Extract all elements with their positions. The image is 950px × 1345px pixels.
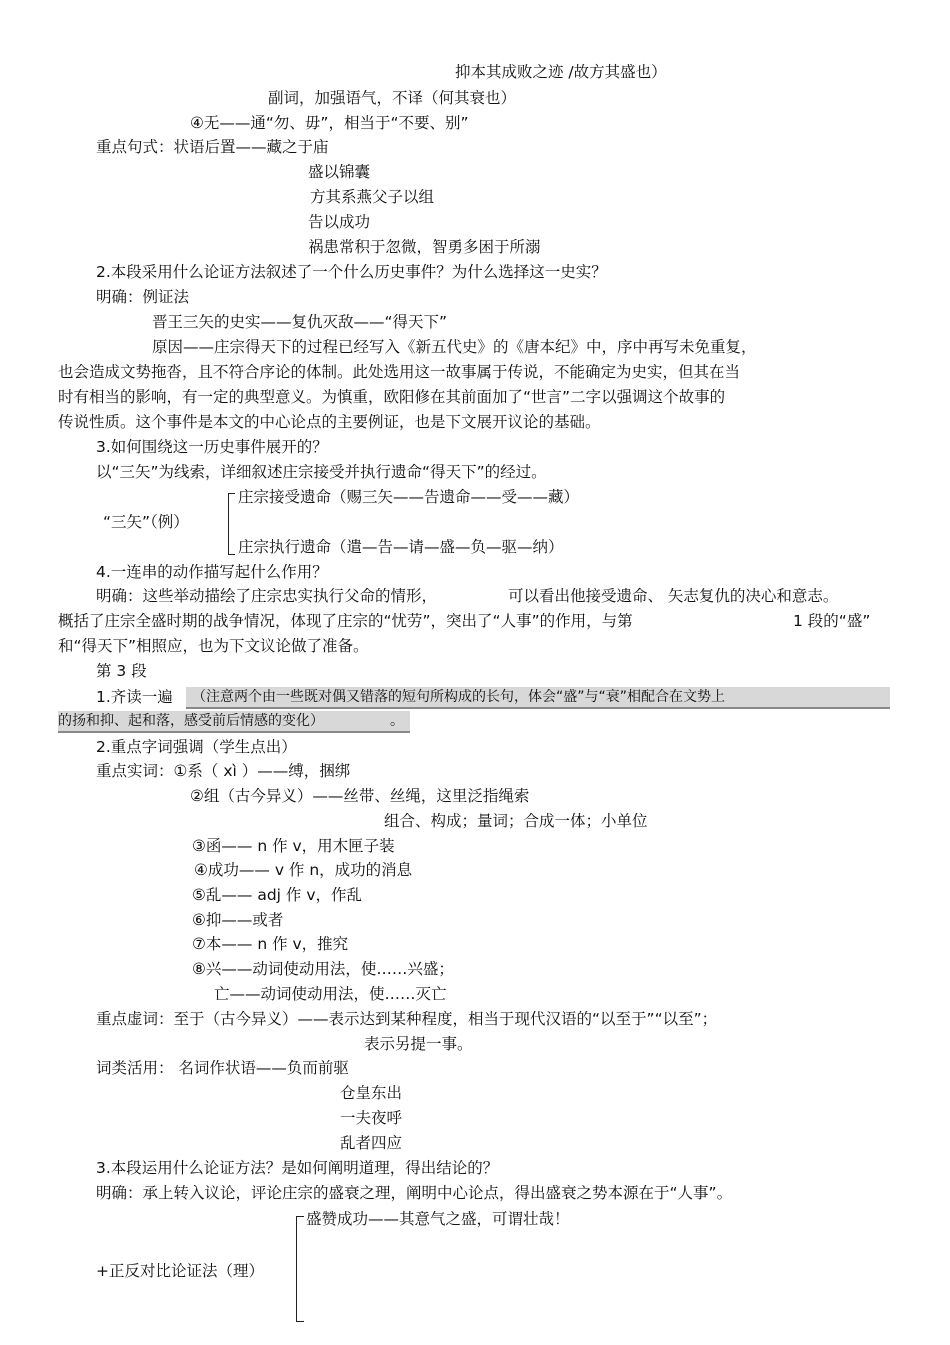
- text-line: 庄宗接受遗命（赐三矢——告遗命——受——藏）: [238, 488, 580, 506]
- highlighted-note: （注意两个由一些既对偶又错落的短句所构成的长句，体会“盛”与“衰”相配合在文势上: [192, 689, 726, 705]
- brace-bracket: [228, 493, 235, 555]
- text-line: “三矢”（例）: [103, 513, 189, 531]
- text-line: 可以看出他接受遗命、 矢志复仇的决心和意志。: [508, 587, 839, 605]
- text-line: 庄宗执行遗命（遣—告—请—盛—负—驱—纳）: [238, 538, 564, 556]
- text-line: 方其系燕父子以组: [310, 188, 435, 206]
- text-line: 重点虚词：至于（古今异义）——表示达到某种程度，相当于现代汉语的“以至于”“以至”；: [96, 1010, 718, 1028]
- text-line: ②组（古今异义）——丝带、丝绳，这里泛指绳索: [190, 787, 530, 805]
- text-line: 明确：例证法: [96, 288, 190, 306]
- text-line: 盛赞成功——其意气之盛，可谓壮哉！: [306, 1210, 570, 1228]
- text-line: 原因——庄宗得天下的过程已经写入《新五代史》的《唐本纪》中，序中再写未免重复，: [152, 338, 757, 356]
- text-line: 祸患常积于忽微，智勇多困于所溺: [308, 238, 541, 256]
- text-line: ④无——通“勿、毋”，相当于“不要、别”: [190, 114, 469, 132]
- text-line: +正反对比论证法（理）: [96, 1262, 264, 1280]
- text-line: 盛以锦囊: [308, 163, 371, 181]
- text-line: 传说性质。这个事件是本文的中心论点的主要例证，也是下文展开议论的基础。: [58, 413, 601, 431]
- text-line: 表示另提一事。: [364, 1035, 473, 1053]
- text-line: 亡——动词使动用法，使……灭亡: [214, 985, 447, 1003]
- text-line: 概括了庄宗全盛时期的战争情况，体现了庄宗的“忧劳”，突出了“人事”的作用，与第: [58, 612, 633, 630]
- text-line: 时有相当的影响，有一定的典型意义。为慎重，欧阳修在其前面加了“世言”二字以强调这个故事的: [58, 388, 726, 406]
- question-heading: 3.如何围绕这一历史事件展开的？: [96, 438, 328, 456]
- text-line: 仓皇东出: [340, 1084, 403, 1102]
- text-line: 和“得天下”相照应，也为下文议论做了准备。: [58, 637, 369, 655]
- question-heading: 2.本段采用什么论证方法叙述了一个什么历史事件？为什么选择这一史实？: [96, 263, 607, 281]
- text-line: 重点句式：状语后置——藏之于庙: [96, 138, 329, 156]
- text-line: 也会造成文势拖沓，且不符合序论的体制。此处选用这一故事属于传说，不能确定为史实，但其在当: [58, 363, 741, 381]
- text-line: 1 段的“盛”: [793, 612, 871, 630]
- text-line: 副词，加强语气，不译（何其衰也）: [268, 89, 517, 107]
- question-heading: 3.本段运用什么论证方法？是如何阐明道理，得出结论的？: [96, 1159, 499, 1177]
- text-line: ⑦本—— n 作 v，推究: [192, 935, 349, 953]
- text-line: 重点实词：①系（ xì ）——缚，捆绑: [96, 762, 351, 780]
- text-line: 晋王三矢的史实——复仇灭敌——“得天下”: [152, 313, 448, 331]
- text-line: 明确：承上转入议论，评论庄宗的盛衰之理，阐明中心论点，得出盛衰之势本源在于“人事”。: [96, 1184, 733, 1202]
- text-line: 抑本其成败之迹 /故方其盛也）: [455, 63, 667, 81]
- text-line: 1.齐读一遍: [96, 688, 173, 706]
- text-line: 以“三矢”为线索，详细叙述庄宗接受并执行遗命“得天下”的经过。: [96, 463, 547, 481]
- highlighted-note: 的扬和抑、起和落，感受前后情感的变化）: [58, 713, 324, 729]
- highlighted-note: 。: [390, 713, 404, 729]
- text-line: ⑥抑——或者: [192, 911, 284, 929]
- question-heading: 2.重点字词强调（学生点出）: [96, 738, 297, 756]
- text-line: 一夫夜呼: [340, 1109, 403, 1127]
- text-line: 明确：这些举动描绘了庄宗忠实执行父命的情形，: [96, 587, 438, 605]
- text-line: ⑧兴——动词使动用法，使……兴盛；: [192, 960, 454, 978]
- text-line: ④成功—— v 作 n，成功的消息: [194, 861, 413, 879]
- text-line: 乱者四应: [340, 1134, 403, 1152]
- text-line: ③函—— n 作 v，用木匣子装: [192, 837, 395, 855]
- text-line: 组合、构成；量词；合成一体；小单位: [384, 812, 648, 830]
- brace-bracket: [296, 1216, 304, 1322]
- text-line: ⑤乱—— adj 作 v，作乱: [192, 886, 362, 904]
- question-heading: 4.一连串的动作描写起什么作用？: [96, 563, 328, 581]
- section-heading: 第 3 段: [96, 662, 147, 680]
- text-line: 词类活用： 名词作状语——负而前驱: [96, 1059, 349, 1077]
- text-line: 告以成功: [308, 213, 371, 231]
